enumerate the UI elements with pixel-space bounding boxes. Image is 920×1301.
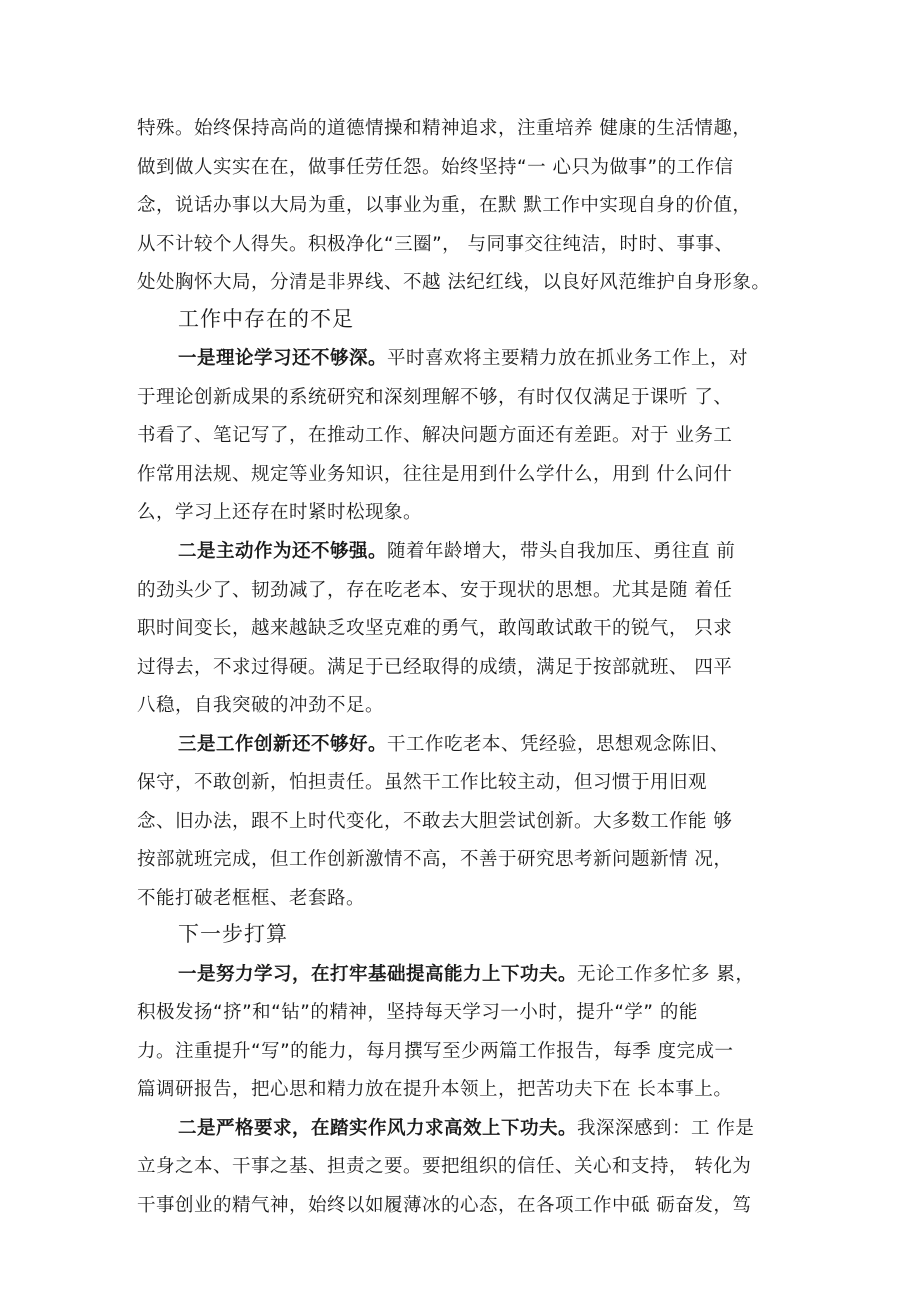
paragraph-text: 无论工作多忙多 累， [577,964,755,985]
paragraph-line: 过得去，不求过得硬。满足于已经取得的成绩，满足于按部就班、 四平 [137,657,733,678]
paragraph-lead: 一是努力学习，在打牢基础提高能力上下功夫。 [178,964,578,985]
paragraph-line: 书看了、笔记写了，在推动工作、解决问题方面还有差距。对于 业务工 [137,425,733,446]
paragraph-line: 干事创业的精气神，始终以如履薄冰的心态，在各项工作中砥 砺奋发，笃 [137,1195,752,1216]
paragraph-text: 我深深感到：工 作是 [577,1118,755,1139]
intro-line: 做到做人实实在在，做事任劳任怨。始终坚持“一 心只为做事”的工作信 [137,157,734,178]
paragraph-first-line [178,732,729,758]
paragraph-first-line [178,1116,754,1142]
paragraph-line: 的劲头少了、韧劲减了，存在吃老本、安于现状的思想。尤其是随 着任 [137,580,733,601]
paragraph-lead: 三是工作创新还不够好。 [178,734,388,755]
paragraph-line: 么，学习上还存在时紧时松现象。 [137,502,423,523]
paragraph-line: 职时间变长，越来越缺乏攻坚克难的勇气，敢闯敢试敢干的锐气， 只求 [137,618,733,639]
paragraph-line: 保守，不敢创新，怕担责任。虽然干工作比较主动，但习惯于用旧观 [137,772,708,793]
intro-line: 念，说话办事以大局为重，以事业为重，在默 默工作中实现自身的价值， [137,195,752,216]
paragraph-first-line [178,962,754,988]
paragraph-text: 干工作吃老本、凭经验，思想观念陈旧、 [387,734,730,755]
paragraph-text: 随着年龄增大，带头自我加压、勇往直 前 [387,541,736,562]
paragraph-lead: 二是主动作为还不够强。 [178,541,388,562]
paragraph-line: 按部就班完成，但工作创新激情不高，不善于研究思考新问题新情 况， [137,849,733,870]
paragraph-line: 不能打破老框框、老套路。 [137,888,366,909]
intro-line: 特殊。始终保持高尚的道德情操和精神追求，注重培养 健康的生活情趣， [137,118,752,139]
paragraph-line: 积极发扬“挤”和“钻”的精神，坚持每天学习一小时，提升“学” 的能 [137,1002,698,1023]
paragraph-line: 力。注重提升“写”的能力，每月撰写至少两篇工作报告，每季 度完成一 [137,1041,734,1062]
paragraph-text: 平时喜欢将主要精力放在抓业务工作上，对 [387,348,749,369]
paragraph-line: 八稳，自我突破的冲劲不足。 [137,695,385,716]
paragraph-line: 篇调研报告，把心思和精力放在提升本领上，把苦功夫下在 长本事上。 [137,1079,733,1100]
paragraph-lead: 一是理论学习还不够深。 [178,348,388,369]
paragraph-line: 于理论创新成果的系统研究和深刻理解不够，有时仅仅满足于课听 了、 [137,387,733,408]
paragraph-line: 作常用法规、规定等业务知识，往往是用到什么学什么，用到 什么问什 [137,464,733,485]
paragraph-line: 立身之本、干事之基、担责之要。要把组织的信任、关心和支持， 转化为 [137,1156,752,1177]
paragraph-lead: 二是严格要求，在踏实作风力求高效上下功夫。 [178,1118,578,1139]
paragraph-line: 念、旧办法，跟不上时代变化，不敢去大胆尝试创新。大多数工作能 够 [137,811,733,832]
paragraph-first-line [178,539,735,565]
paragraph-first-line [178,346,748,372]
intro-line: 从不计较个人得失。积极净化“三圈”， 与同事交往纯洁，时时、事事、 [137,234,734,255]
section-heading-next-steps: 下一步打算 [178,922,288,946]
intro-line: 处处胸怀大局，分清是非界线、不越 法纪红线，以良好风范维护自身形象。 [137,272,771,293]
section-heading-shortcomings: 工作中存在的不足 [178,307,354,331]
